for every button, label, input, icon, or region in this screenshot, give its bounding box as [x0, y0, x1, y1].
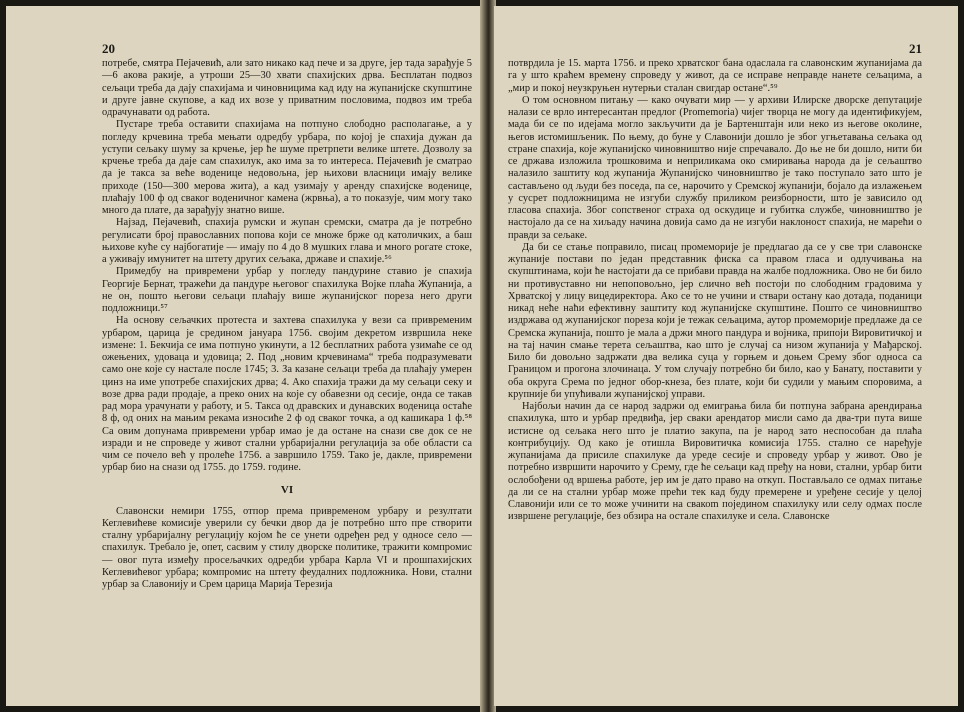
- paragraph: потребе, смятра Пејачевић, али зато никако кад пече и за друге, јер тада зарађује 5—6 акова ракије, а утроши 25—30 хвати спахијских дрва. Бесплатан подвоз сељаци треба да дају спахијама и чиновницима кад иду на жупанијске скупштине и друге јавне скупове, а кад их возе у приватним пословима, подвоз им треба одрачунавати од работа.: [102, 58, 472, 118]
- paragraph: потврдила је 15. марта 1756. и преко хрватског бана одаслала га славонским жупанијама да га у што краћем времену спроведу у живот, да се исправе неправде нанете сељацима, а „мир и покој неузкруњен нутерњи сталан свигдар остане“.⁵⁹: [508, 58, 922, 94]
- page-number: 21: [909, 41, 922, 56]
- right-page: [494, 6, 958, 706]
- paragraph: О том основном питању — како очувати мир — у архиви Илирске дворске депутације налази се врло интересантан предлог (Promemoria) чијег творца не могу да идентификујем, мада би се по идејама могло закључити да је Бартенштајн или неко из његове околине, његов истомишљеник. По њему, до буне у Славонији дошло је због угњетавања сељака од стране спахија, које жупанијско чиновништво није спречавало. До ње не би дошло, нити би се држава изложила трошковима и неприликама око смиривања народа да је сељаштво налазило заштиту код жупанија Жупанијско чиновништво је тако поступало зато што је састављено од људи без поседа, па се, нарочито у Сремској жупанији, бојало да излажењем у сусрет подложницима не изгуби службу приликом реизборности, што је зависило од гласова спахија. Због сопственог страха од оскудице и губитка службе, чиновништво је настојало да се на хиљаду начина довија само да не изгуби наклоност спахија, не марећи о правди за сељаке.: [508, 94, 922, 241]
- paragraph: Најбољи начин да се народ задржи од емиграња била би потпуна забрана арендирања спахилука, што и урбар предвиђа, јер сваки арендатор мисли само да два-три пута више истисне од сељака него што је платио закупа, па је народ зато неспособан да плаћа контрибуцију. Од како је отишла Вировитичка комисија 1755. стално се наређује жупанијама да присиле спахилуке да уреде сесије и спроведу урбар у живот. Ово је потребно извршити нарочито у Срему, где ће сељаци кад пређу на нови, стални, урбар бити ослобођени од вршења работе, јер им је дато право на откуп. Постављало се одмах питање да ли се на стални урбар може прећи тек кад буду премерене и уређене сесије у целој Славонији или се то може учинити на свакоm појединoм спахилуку или селу одмах после извршене регулације, без обзира на остале спахилуке и села. Славонске: [508, 401, 922, 523]
- paragraph: Да би се стање поправило, писац промеморије је предлагао да се у све три славонске жупаније постави по један представник фиска са правом гласа и одлучивања на скупштинама, који ће настојати да се прибави правда на жалбе подложника. Ово не би било ни противуставно ни непоповољно, јер слично већ постоји по слободним градовима у Хрватској у лицу вицедиректора. Ако се то не учини и ствари остану као дотада, поданици никад неће наћи ефективну заштиту код жупанијске скупштине. Пошто се чиновништво издржава од жупанијског пореза који је тежак сељацима, аутор промеморије предлаже да се Сремска жупанија, пошто је мала а држи много пандура и војника, припоји Вировитичкој и на тај начин смање терета сељаштва, као што је случај са низом жупанија у Мађарској. Било би довољно задржати два велика суца у горњем и доњем Срему због односа са Границом и прогона злочинаца. У том случају потребно би било, као у Банату, поставити у оба округа Срема по једног обор-кнеза, без плате, који би судили у мањим споровима, а крупније би упућивали жупанијској управи.: [508, 241, 922, 400]
- paragraph: На основу сељачких протеста и захтева спахилука у вези са привременим урбаром, царица је средином јануара 1756. својим декретом извршила неке измене: 1. Бекчија се има потпуно укинути, а 12 бесплатних работа узимаће се од ожењених, удоваца и удовица; 2. Под „новим крчевинама“ треба подразумевати само оне које су настале после 1745; 3. За казане сељаци треба да плаћају умерен цинз на име употребе спахијских дрва; 4. Ако спахија тражи да му сељаци секу и возе дрва ради продаје, а преко оних на које су обавезни од сесије, онда се такав рад мора урачунати у работу, и 5. Такса од дравских и дунавских воденица остаће 8 ф, од оних на мањим рекама износиће 2 ф од сваког точка, а од кашикара 1 ф.⁵⁸ Са овим допунама привремени урбар имао је да остане на снази све док се не изради и не спроведе у живот стални урбаријални регулација за обе области са чим се почело већ у пролеће 1756. а завршило 1759. Тако је, дакле, привремени урбар био на снази од 1755. до 1759. године.: [102, 315, 472, 474]
- paragraph: Славонски немири 1755, отпор према привременом урбару и резултати Кеглевићеве комисије уверили су бечки двор да је потребно што пре створити сталну урбаријалну регулацију којом ће се унети одређен ред у односе село — спахилук. Требало је, опет, сасвим у стилу дворске политике, тражити компромис — овог пута између просељачких одредби урбара Карла VI и прошпахијских Кеглевићевог урбара; компромис на штету феудалних подложника. Нови, стални урбар за Славонију и Срем царица Марија Терезија: [102, 505, 472, 590]
- paragraph: Најзад, Пејачевић, спахија румски и жупан сремски, сматра да је потребно регулисати број православних попова који се множе брже од католичких, а баш њихове куће су најбогатије — имају по 4 до 8 мушких глава и много рогате стоке, а уживају имунитет на штету других сељака, државе и спахије.⁵⁶: [102, 217, 472, 265]
- paragraph: Пустаре треба оставити спахијама на потпуно слободно располагање, а у погледу крчевина треба мењати одредбу урбара, по којој је спахија дужан да уступи сељаку шуму за крчење, јер ће шуме претрпети велике штете. Дозволу за крчење треба да даје сам спахилук, ако има за то интереса. Пејачевић је сматрао да је такса за веће воденице недовољна, јер њихови власници имају велике приходе (150—300 мерова жита), а кад узимају у аренду спахијске воденице, плаћају 100 ф од сваког воденичног камена (жрвња), а то показује, чим могу тако много да плате, да зарађују знатно више.: [102, 119, 472, 216]
- paragraph: Примедбу на привремени урбар у погледу пандурине ставио је спахија Георгије Бернат, тражећи да пандуре његовог спахилука Војке плаћа Жупанија, а не он, пошто његови сељаци плаћају више жупанијског пореза него други подложници.⁵⁷: [102, 266, 472, 314]
- page-number: 20: [102, 41, 115, 56]
- left-page: [6, 6, 482, 706]
- section-heading: VI: [280, 483, 294, 496]
